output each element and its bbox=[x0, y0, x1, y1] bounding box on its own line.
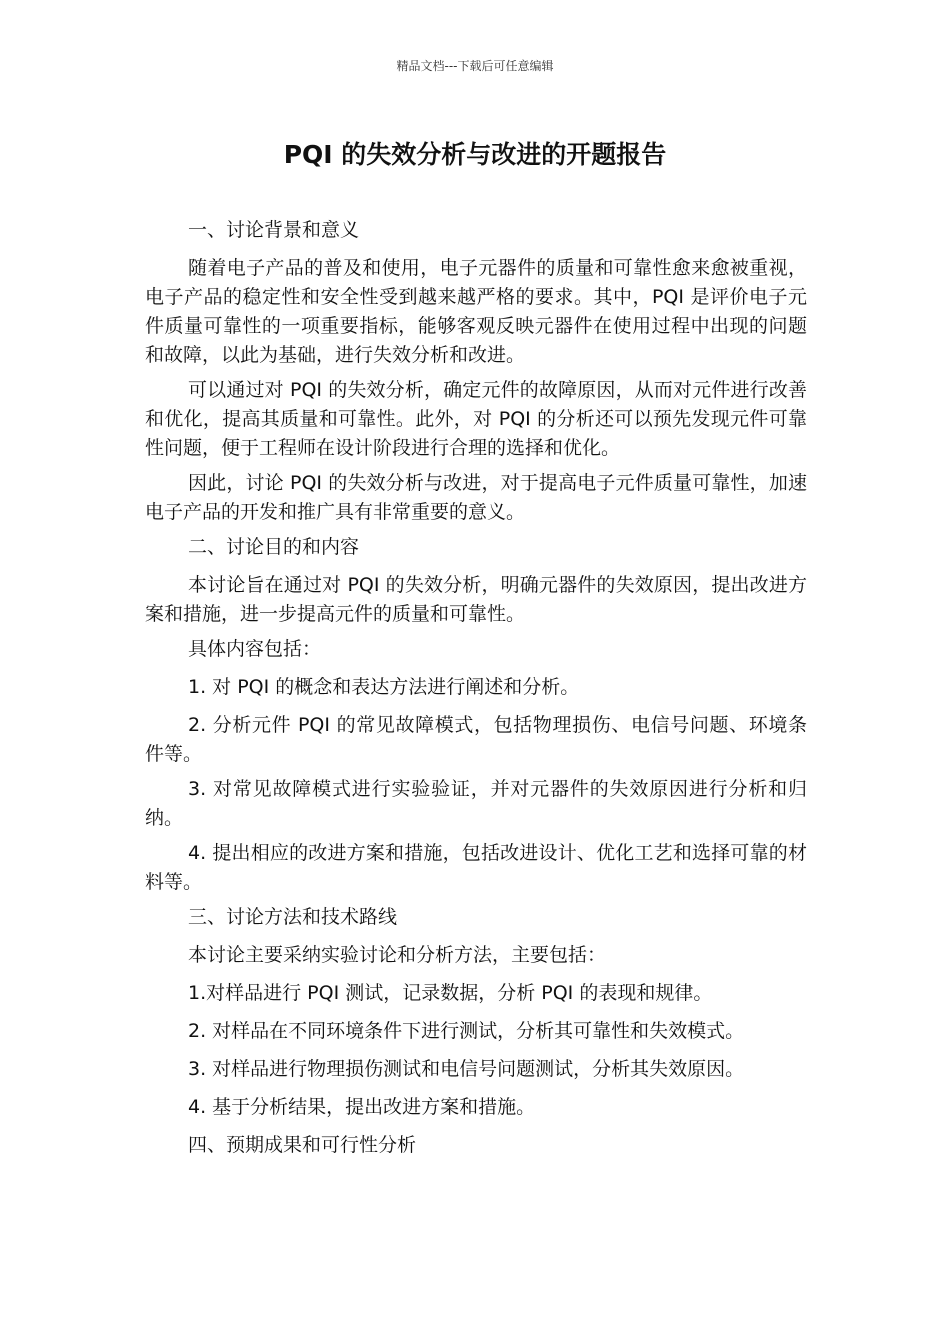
list-item: 3. 对常见故障模式进行实验验证，并对元器件的失效原因进行分析和归纳。 bbox=[145, 778, 807, 829]
list-item: 4. 提出相应的改进方案和措施，包括改进设计、优化工艺和选择可靠的材料等。 bbox=[145, 842, 807, 893]
header-note: 精品文档---下载后可任意编辑 bbox=[396, 59, 554, 73]
section-heading: 一、讨论背景和意义 bbox=[188, 219, 360, 241]
list-item: 2. 分析元件 PQI 的常见故障模式，包括物理损伤、电信号问题、环境条件等。 bbox=[145, 714, 807, 765]
body-paragraph: 可以通过对 PQI 的失效分析，确定元件的故障原因，从而对元件进行改善和优化，提高其质量和可靠性。此外，对 PQI 的分析还可以预先发现元件可靠性问题，便于工程师在设计阶段进行合理的选择和优化。 bbox=[145, 379, 807, 459]
body-paragraph: 本讨论主要采纳实验讨论和分析方法，主要包括： bbox=[188, 944, 607, 966]
section-heading: 四、预期成果和可行性分析 bbox=[188, 1134, 417, 1156]
section-heading: 二、讨论目的和内容 bbox=[188, 536, 360, 558]
body-paragraph: 随着电子产品的普及和使用，电子元器件的质量和可靠性愈来愈被重视，电子产品的稳定性和安全性受到越来越严格的要求。其中，PQI 是评价电子元件质量可靠性的一项重要指标，能够客观反映元器件在使用过程中出现的问题和故障，以此为基础，进行失效分析和改进。 bbox=[145, 257, 807, 366]
list-item: 4. 基于分析结果，提出改进方案和措施。 bbox=[188, 1096, 536, 1118]
list-item: 1.对样品进行 PQI 测试，记录数据，分析 PQI 的表现和规律。 bbox=[188, 982, 713, 1004]
body-paragraph: 因此，讨论 PQI 的失效分析与改进，对于提高电子元件质量可靠性，加速电子产品的开发和推广具有非常重要的意义。 bbox=[145, 472, 807, 523]
list-item: 1. 对 PQI 的概念和表达方法进行阐述和分析。 bbox=[188, 676, 580, 698]
document-body bbox=[145, 216, 807, 1169]
list-item: 2. 对样品在不同环境条件下进行测试，分析其可靠性和失效模式。 bbox=[188, 1020, 745, 1042]
list-item: 3. 对样品进行物理损伤测试和电信号问题测试，分析其失效原因。 bbox=[188, 1058, 745, 1080]
body-paragraph: 具体内容包括： bbox=[188, 638, 322, 660]
body-paragraph: 本讨论旨在通过对 PQI 的失效分析，明确元器件的失效原因，提出改进方案和措施，进一步提高元件的质量和可靠性。 bbox=[145, 574, 807, 625]
document-title: PQI 的失效分析与改进的开题报告 bbox=[283, 140, 667, 169]
section-heading: 三、讨论方法和技术路线 bbox=[188, 906, 398, 928]
